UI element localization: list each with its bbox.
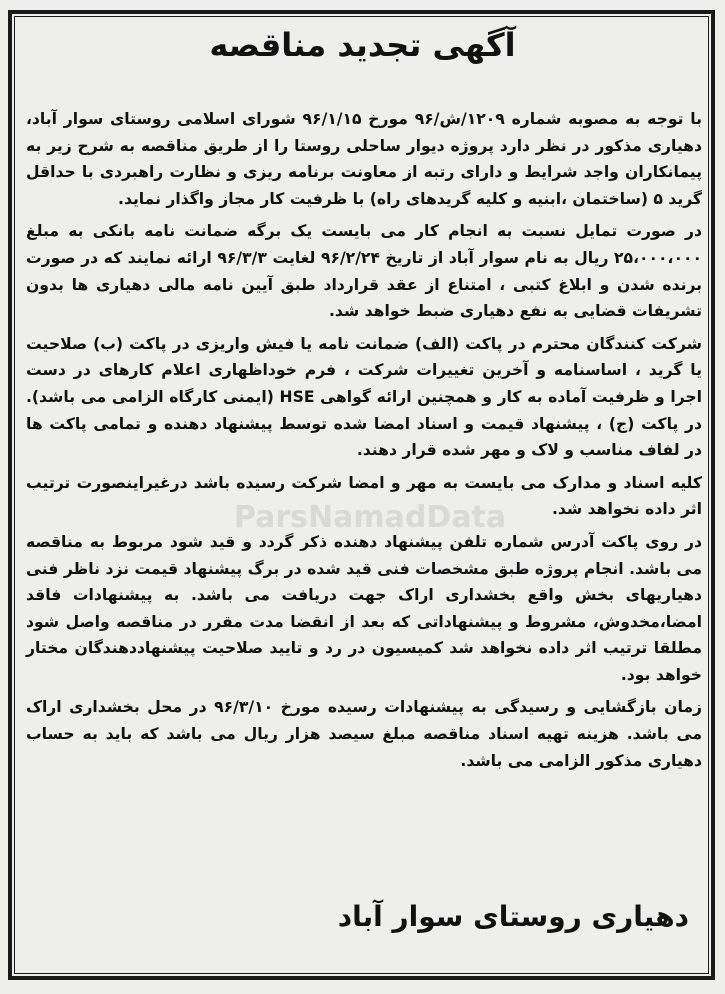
notice-body [26,106,702,780]
paragraph-guarantee: در صورت تمایل نسبت به انجام کار می بایست یک برگه ضمانت نامه بانکی به مبلغ ۲۵،۰۰۰،۰۰۰ ریال به نام سوار آباد از تاریخ ۹۶/۲/۲۴ لغایت ۹۶/۳/۳ ارائه نمایند که در صورت برنده شدن و ابلاغ کتبی ، امتناع از عقد قرارداد طبق آیین نامه مالی دهیاری ها بدون تشریفات قضایی به نفع دهیاری ضبط خواهد شد. [26,222,703,321]
signature: دهیاری روستای سوار آباد [337,900,689,933]
notice-title: آگهی تجدید مناقصه [209,26,516,64]
paragraph-documents: کلیه اسناد و مدارک می بایست به مهر و امضا شرکت رسیده باشد درغیراینصورت ترتیب اثر داده نخواهد شد. [26,473,702,519]
paragraph-envelope-address: در روی پاکت آدرس شماره تلفن پیشنهاد دهنده ذکر گردد و قید شود مربوط به مناقصه می باشد. انجام پروژه طبق مشخصات فنی قید شده در برگ پیشنهاد قیمت نزد ناظر فنی دهیاریهای بخش واقع بخشداری اراک جهت دریافت می باشد. به پیشنهادات فاقد امضا،مخدوش، مشروط و پیشنهاداتی که بعد از انقضا مدت مقرر در مناقصه واصل شود مطلقا ترتیب اثر داده نخواهد شد کمیسیون در رد و تایید صلاحیت پیشنهاددهندگان مختار خواهد بود. [26,532,702,684]
paragraph-intro: با توجه به مصوبه شماره ۱۲۰۹/ش/۹۶ مورخ ۹۶/۱/۱۵ شورای اسلامی روستای سوار آباد، دهیاری مذکور در نظر دارد پروژه دیوار ساحلی روستا را از طریق مناقصه به شرح زیر به پیمانکاران واجد شرایط و دارای رتبه از معاونت برنامه ریزی و نظارت راهبردی با حداقل گرید ۵ (ساختمان ،ابنیه و کلیه گریدهای راه) با ظرفیت کار مجاز واگذار نماید. [26,110,702,208]
paragraph-envelopes: شرکت کنندگان محترم در پاکت (الف) ضمانت نامه یا فیش واریزی در پاکت (ب) صلاحیت یا گرید ، اساسنامه و آخرین تغییرات شرکت ، فرم خوداظهاری اعلام کارهای در دست اجرا و ظرفیت آماده به کار و همچنین ارائه گواهی HSE (ایمنی کارگاه الزامی می باشد). در پاکت (ج) ، پیشنهاد قیمت و اسناد امضا شده توسط پیشنهاد دهنده و تمامی پاکت ها در لفاف مناسب و لاک و مهر شده قرار دهند. [26,334,703,460]
watermark: ParsNamadData [233,500,507,535]
paragraph-opening-time: زمان بازگشایی و رسیدگی به پیشنهادات رسیده مورخ ۹۶/۳/۱۰ در محل بخشداری اراک می باشد. هزینه تهیه اسناد مناقصه مبلغ سیصد هزار ریال می باشد که باید به حساب دهیاری مذکور الزامی می باشد. [26,698,702,770]
